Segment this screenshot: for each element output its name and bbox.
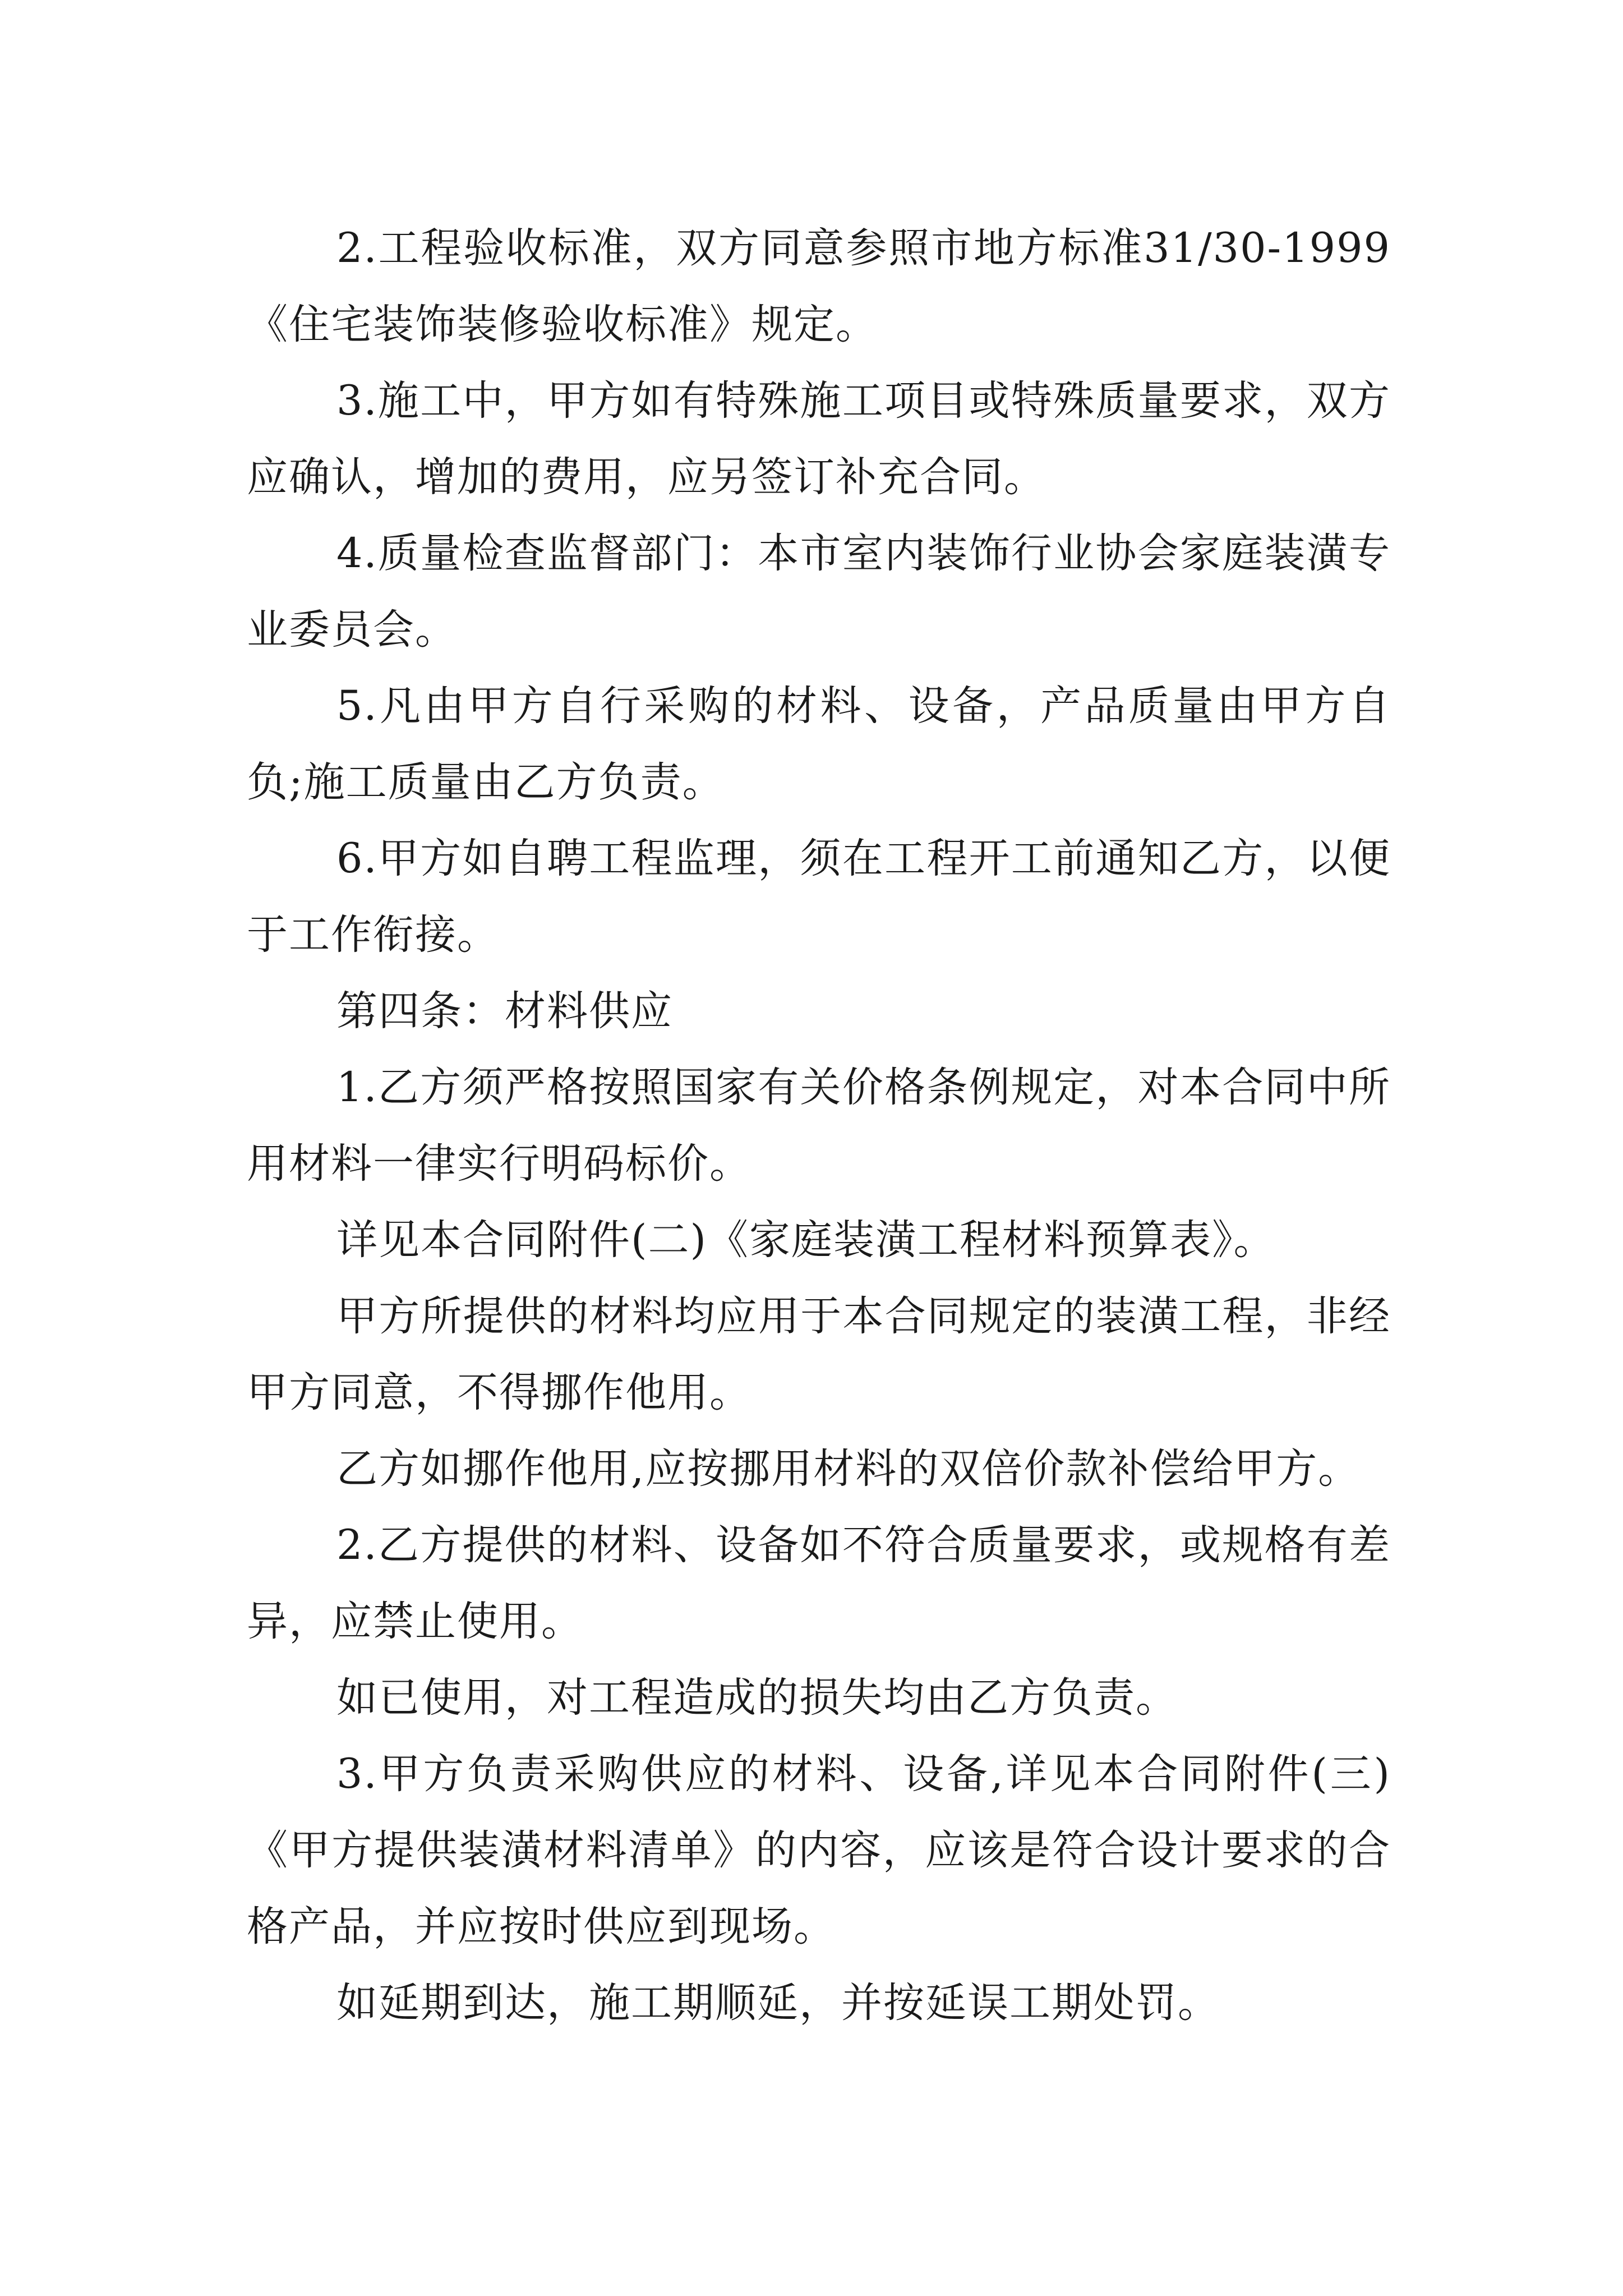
paragraph-material-pricing: 1.乙方须严格按照国家有关价格条例规定，对本合同中所用材料一律实行明码标价。: [247, 1064, 1391, 1188]
paragraph-misuse-compensation: 乙方如挪作他用,应按挪用材料的双倍价款补偿给甲方。: [336, 1445, 1361, 1493]
paragraph-project-supervisor: 6.甲方如自聘工程监理，须在工程开工前通知乙方，以便于工作衔接。: [247, 835, 1391, 959]
paragraph-acceptance-standard: 2.工程验收标准，双方同意参照市地方标准31/30-1999《住宅装饰装修验收标准》规定。: [247, 224, 1391, 348]
paragraph-party-a-supply: 3.甲方负责采购供应的材料、设备,详见本合同附件(三)《甲方提供装潢材料清单》的内容，应该是符合设计要求的合格产品，并应按时供应到现场。: [247, 1750, 1391, 1950]
paragraph-self-purchased-materials: 5.凡由甲方自行采购的材料、设备，产品质量由甲方自负;施工质量由乙方负责。: [247, 682, 1391, 806]
paragraph-quality-supervision: 4.质量检查监督部门：本市室内装饰行业协会家庭装潢专业委员会。: [247, 530, 1391, 654]
paragraph-appendix-two: 详见本合同附件(二)《家庭装潢工程材料预算表》。: [336, 1216, 1276, 1264]
paragraph-loss-liability: 如已使用，对工程造成的损失均由乙方负责。: [336, 1674, 1178, 1722]
paragraph-delay-penalty: 如延期到达，施工期顺延，并按延误工期处罚。: [336, 1979, 1220, 2027]
paragraph-nonconforming-materials: 2.乙方提供的材料、设备如不符合质量要求，或规格有差异，应禁止使用。: [247, 1521, 1391, 1645]
paragraph-special-requirements: 3.施工中，甲方如有特殊施工项目或特殊质量要求，双方应确认，增加的费用，应另签订补充合同。: [247, 377, 1391, 501]
paragraph-material-usage: 甲方所提供的材料均应用于本合同规定的装潢工程，非经甲方同意，不得挪作他用。: [247, 1292, 1391, 1416]
document-page: [247, 210, 1391, 2041]
section-heading-material-supply: 第四条：材料供应: [336, 987, 673, 1035]
